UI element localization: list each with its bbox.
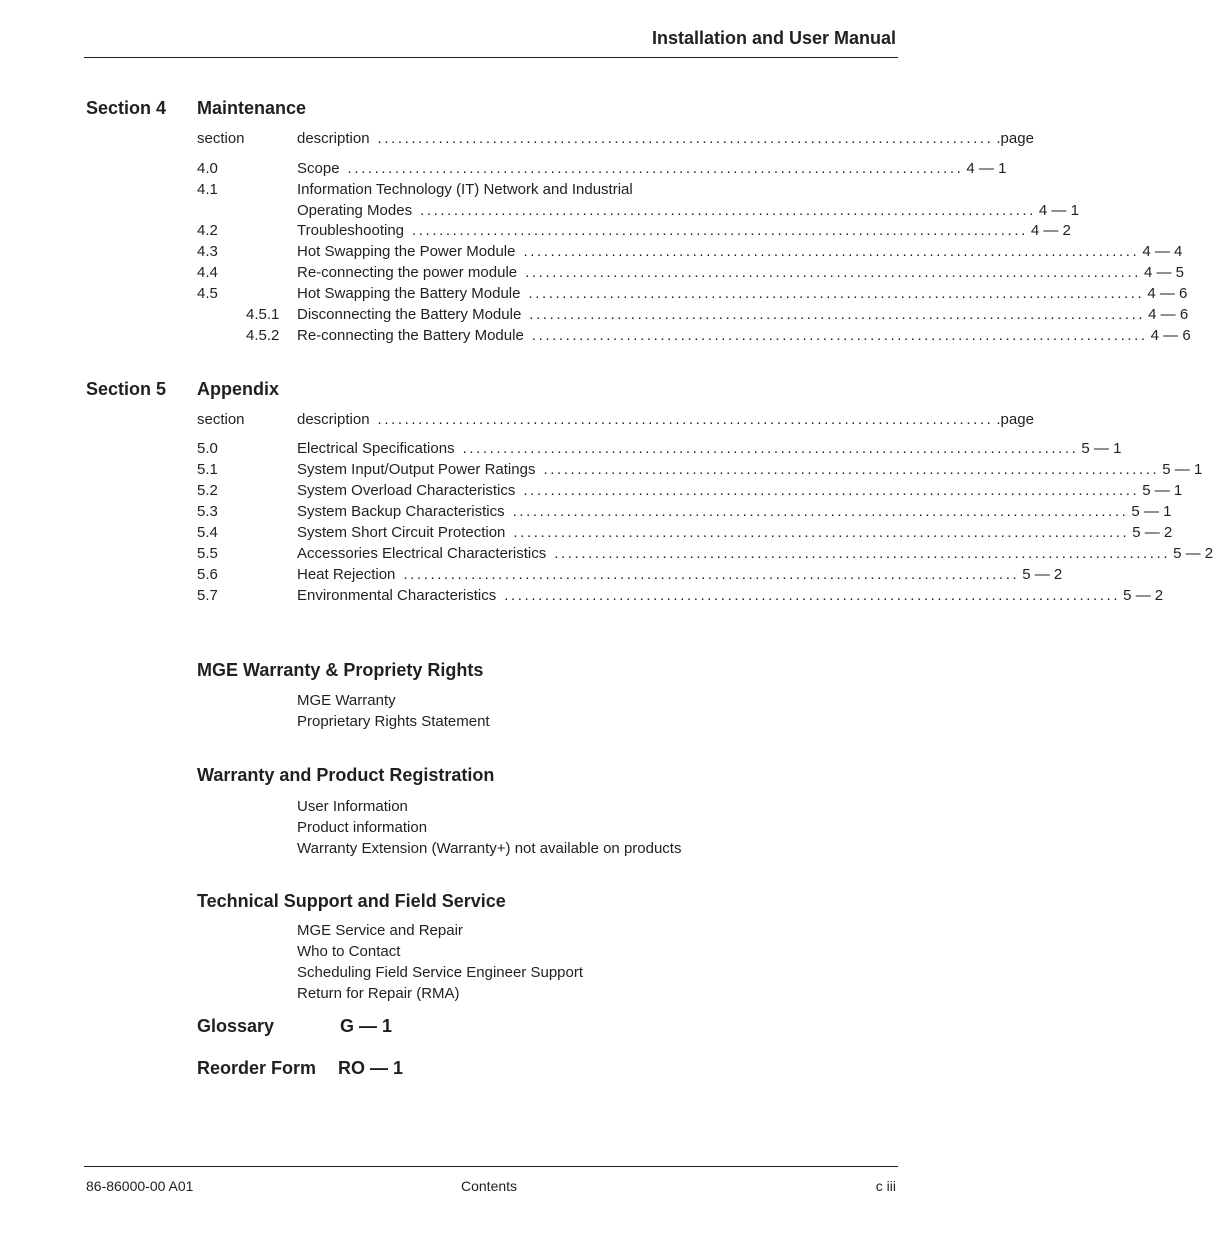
section4-label: Section 4	[86, 98, 167, 118]
col-page: .page	[996, 130, 1034, 147]
header-title: Installation and User Manual	[651, 28, 896, 48]
reorder-label[interactable]: Reorder Form	[197, 1058, 317, 1078]
toc-entry-description: Heat Rejection	[297, 566, 396, 583]
toc-entry[interactable]	[197, 179, 1079, 221]
leader-dots: ...........................................................................................	[528, 285, 1145, 302]
col-description: description	[297, 411, 370, 428]
list-item[interactable]: Product information	[297, 819, 428, 836]
leader-dots: ...........................................................................................	[377, 130, 994, 147]
header-rule	[84, 57, 898, 58]
toc-entry-page: 4 — 5	[1143, 264, 1185, 281]
toc-entry-number: 5.6	[197, 566, 218, 583]
toc-entry-number: 5.3	[197, 503, 218, 520]
toc-entry-description: Environmental Characteristics	[297, 587, 497, 604]
toc-entry-description: Hot Swapping the Power Module	[297, 243, 516, 260]
leader-dots: ...........................................................................................	[543, 461, 1160, 478]
toc-entry-number: 4.3	[197, 243, 218, 260]
footer-center: Contents	[461, 1178, 518, 1194]
list-item[interactable]: MGE Warranty	[297, 692, 396, 709]
toc-entry-description: System Input/Output Power Ratings	[297, 461, 536, 478]
leader-dots: ...........................................................................................	[525, 264, 1141, 281]
leader-dots: ...........................................................................................	[531, 327, 1148, 344]
leader-dots: ...........................................................................................	[420, 202, 1036, 219]
toc-entry[interactable]	[197, 325, 1191, 346]
leader-dots: ...........................................................................................	[554, 545, 1171, 562]
footer-doc-number: 86-86000-00 A01	[86, 1178, 194, 1194]
toc-entry-description: Electrical Specifications	[297, 440, 455, 457]
toc-entry-description: Troubleshooting	[297, 222, 405, 239]
leader-dots: ...........................................................................................	[377, 411, 994, 428]
toc-entry-description-line1: Information Technology (IT) Network and Industrial	[297, 181, 633, 198]
toc-entry-page: 4 — 1	[1038, 202, 1079, 219]
list-item[interactable]: Proprietary Rights Statement	[297, 713, 490, 730]
list-item[interactable]: MGE Service and Repair	[297, 922, 463, 939]
list-item[interactable]: Who to Contact	[297, 943, 401, 960]
list-item[interactable]: Scheduling Field Service Engineer Support	[297, 964, 584, 981]
toc-entry-number: 5.4	[197, 524, 218, 541]
toc-entry-page: 5 — 2	[1123, 587, 1164, 604]
toc-entry-page: 5 — 1	[1142, 482, 1183, 499]
toc-entry[interactable]	[197, 304, 1189, 325]
toc-entry[interactable]	[197, 543, 1213, 564]
list-item[interactable]: Return for Repair (RMA)	[297, 985, 460, 1002]
registration-title: Warranty and Product Registration	[197, 765, 495, 785]
col-section: section	[197, 130, 245, 147]
section5-label: Section 5	[86, 379, 167, 399]
toc-entry-number: 4.0	[197, 160, 218, 177]
leader-dots: ...........................................................................................	[512, 503, 1129, 520]
leader-dots: ...........................................................................................	[462, 440, 1079, 457]
toc-entry[interactable]	[197, 564, 1063, 585]
toc-entry-page: 4 — 4	[1142, 243, 1183, 260]
toc-entry[interactable]	[197, 158, 1007, 179]
toc-entry[interactable]	[197, 262, 1185, 283]
footer-page-number: c iii	[875, 1178, 896, 1194]
footer-rule	[84, 1166, 898, 1167]
col-section: section	[197, 411, 245, 428]
section5-title: Appendix	[197, 379, 280, 399]
toc-entry-description: Accessories Electrical Characteristics	[297, 545, 547, 562]
toc-entry-page: 4 — 6	[1150, 327, 1191, 344]
leader-dots: ...........................................................................................	[403, 566, 1020, 583]
toc-entry-number: 4.5.2	[246, 327, 280, 344]
list-item[interactable]: User Information	[297, 798, 408, 815]
support-title: Technical Support and Field Service	[197, 891, 506, 911]
toc-entry[interactable]	[197, 501, 1172, 522]
toc-entry-number: 5.7	[197, 587, 218, 604]
toc-entry-page: 5 — 2	[1132, 524, 1173, 541]
toc-entry-number: 5.2	[197, 482, 218, 499]
toc-entry[interactable]	[197, 283, 1188, 304]
toc-entry-number: 5.1	[197, 461, 218, 478]
warranty-rights-title: MGE Warranty & Propriety Rights	[197, 660, 484, 680]
toc-entry-page: 5 — 2	[1173, 545, 1213, 562]
toc-entry[interactable]	[197, 241, 1183, 262]
toc-entry-description: Re-connecting the power module	[297, 264, 518, 281]
col-description: description	[297, 130, 370, 147]
list-item[interactable]: Warranty Extension (Warranty+) not available on products	[297, 840, 682, 857]
toc-entry[interactable]	[197, 522, 1173, 543]
toc-entry-description: System Backup Characteristics	[297, 503, 505, 520]
toc-entry-description: System Overload Characteristics	[297, 482, 516, 499]
toc-entry[interactable]	[197, 220, 1071, 241]
toc-entry[interactable]	[197, 438, 1122, 459]
toc-entry-number: 4.5	[197, 285, 218, 302]
glossary-label[interactable]: Glossary	[197, 1016, 275, 1036]
toc-entry-page: 4 — 6	[1147, 285, 1188, 302]
leader-dots: ...........................................................................................	[529, 306, 1146, 323]
toc-entry[interactable]	[197, 585, 1164, 606]
toc-entry-number: 4.2	[197, 222, 218, 239]
leader-dots: ...........................................................................................	[412, 222, 1028, 239]
toc-entry[interactable]	[197, 459, 1203, 480]
toc-entry[interactable]	[197, 480, 1183, 501]
section4-title: Maintenance	[197, 98, 307, 118]
toc-entry-number: 5.0	[197, 440, 218, 457]
toc-entry-number: 5.5	[197, 545, 218, 562]
toc-entry-number: 4.5.1	[246, 306, 280, 323]
leader-dots: ...........................................................................................	[523, 243, 1140, 260]
toc-entry-description: Disconnecting the Battery Module	[297, 306, 522, 323]
toc-entry-page: 5 — 1	[1081, 440, 1122, 457]
leader-dots: ...........................................................................................	[523, 482, 1140, 499]
toc-entry-description: Operating Modes	[297, 202, 413, 219]
toc-entry-description: Re-connecting the Battery Module	[297, 327, 524, 344]
toc-entry-page: 5 — 1	[1162, 461, 1203, 478]
toc-entry-page: 5 — 1	[1131, 503, 1172, 520]
col-page: .page	[996, 411, 1034, 428]
leader-dots: ...........................................................................................	[504, 587, 1121, 604]
leader-dots: ...........................................................................................	[347, 160, 964, 177]
toc-entry-page: 4 — 6	[1148, 306, 1189, 323]
toc-entry-description: System Short Circuit Protection	[297, 524, 506, 541]
toc-entry-description: Hot Swapping the Battery Module	[297, 285, 521, 302]
leader-dots: ...........................................................................................	[513, 524, 1130, 541]
toc-entry-number: 4.4	[197, 264, 218, 281]
section4-column-headers	[197, 128, 1034, 149]
section5-column-headers	[197, 409, 1034, 430]
toc-entry-description: Scope	[297, 160, 340, 177]
glossary-page: G — 1	[340, 1016, 393, 1036]
toc-entry-page: 4 — 1	[966, 160, 1007, 177]
toc-entry-number: 4.1	[197, 181, 218, 198]
toc-entry-page: 4 — 2	[1030, 222, 1071, 239]
reorder-page: RO — 1	[338, 1058, 404, 1078]
toc-entry-page: 5 — 2	[1022, 566, 1063, 583]
